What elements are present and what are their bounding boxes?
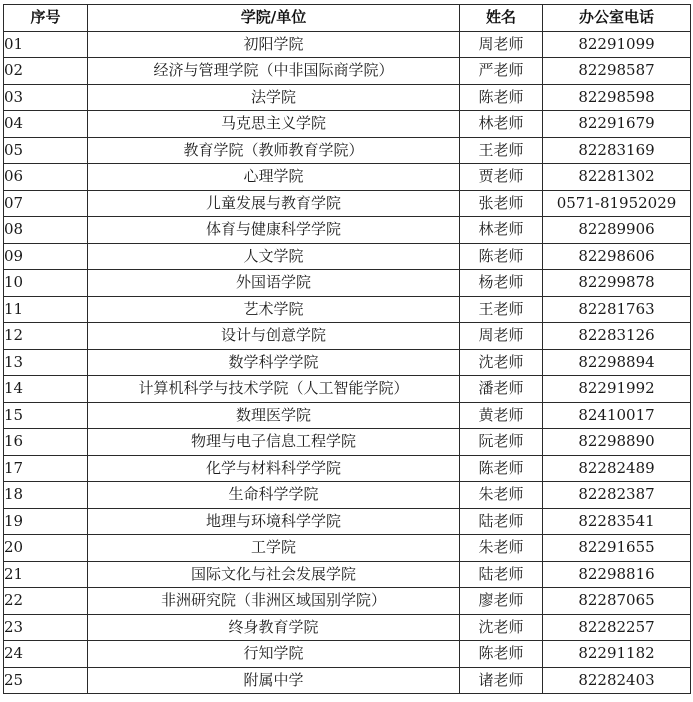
cell-name: 朱老师 xyxy=(460,482,543,509)
cell-phone: 82410017 xyxy=(543,402,691,429)
cell-unit: 终身教育学院 xyxy=(88,614,460,641)
cell-phone: 82287065 xyxy=(543,588,691,615)
table-row xyxy=(4,217,691,244)
cell-phone: 82298890 xyxy=(543,429,691,456)
cell-name: 陈老师 xyxy=(460,84,543,111)
cell-no: 18 xyxy=(4,482,88,509)
cell-unit: 外国语学院 xyxy=(88,270,460,297)
cell-phone: 82298598 xyxy=(543,84,691,111)
cell-no: 07 xyxy=(4,190,88,217)
cell-unit: 计算机科学与技术学院（人工智能学院） xyxy=(88,376,460,403)
cell-no: 04 xyxy=(4,111,88,138)
cell-no: 25 xyxy=(4,667,88,694)
cell-unit: 地理与环境科学学院 xyxy=(88,508,460,535)
header-no: 序号 xyxy=(4,5,88,32)
cell-no: 15 xyxy=(4,402,88,429)
cell-name: 陈老师 xyxy=(460,455,543,482)
cell-unit: 物理与电子信息工程学院 xyxy=(88,429,460,456)
cell-unit: 法学院 xyxy=(88,84,460,111)
cell-name: 陆老师 xyxy=(460,508,543,535)
cell-phone: 82281302 xyxy=(543,164,691,191)
cell-phone: 82282387 xyxy=(543,482,691,509)
cell-name: 沈老师 xyxy=(460,614,543,641)
cell-phone: 82282489 xyxy=(543,455,691,482)
cell-name: 张老师 xyxy=(460,190,543,217)
table-row xyxy=(4,561,691,588)
cell-no: 23 xyxy=(4,614,88,641)
cell-name: 林老师 xyxy=(460,111,543,138)
table-row xyxy=(4,455,691,482)
table-row xyxy=(4,270,691,297)
cell-name: 陈老师 xyxy=(460,641,543,668)
cell-phone: 82299878 xyxy=(543,270,691,297)
cell-name: 林老师 xyxy=(460,217,543,244)
cell-phone: 82282257 xyxy=(543,614,691,641)
cell-phone: 82282403 xyxy=(543,667,691,694)
table-row xyxy=(4,588,691,615)
cell-unit: 国际文化与社会发展学院 xyxy=(88,561,460,588)
table-row xyxy=(4,508,691,535)
cell-name: 廖老师 xyxy=(460,588,543,615)
table-header xyxy=(4,5,691,32)
cell-phone: 82289906 xyxy=(543,217,691,244)
cell-unit: 心理学院 xyxy=(88,164,460,191)
cell-no: 17 xyxy=(4,455,88,482)
cell-no: 22 xyxy=(4,588,88,615)
table-row xyxy=(4,111,691,138)
table-row xyxy=(4,323,691,350)
table-row xyxy=(4,243,691,270)
cell-name: 王老师 xyxy=(460,137,543,164)
header-row xyxy=(4,5,691,32)
cell-unit: 数学科学学院 xyxy=(88,349,460,376)
table-row xyxy=(4,482,691,509)
cell-phone: 82291992 xyxy=(543,376,691,403)
table-row xyxy=(4,296,691,323)
cell-phone: 82281763 xyxy=(543,296,691,323)
table-row xyxy=(4,429,691,456)
cell-name: 杨老师 xyxy=(460,270,543,297)
cell-name: 严老师 xyxy=(460,58,543,85)
cell-name: 诸老师 xyxy=(460,667,543,694)
cell-phone: 82298894 xyxy=(543,349,691,376)
table-row xyxy=(4,58,691,85)
cell-unit: 设计与创意学院 xyxy=(88,323,460,350)
cell-name: 贾老师 xyxy=(460,164,543,191)
cell-phone: 0571-81952029 xyxy=(543,190,691,217)
cell-unit: 马克思主义学院 xyxy=(88,111,460,138)
cell-unit: 人文学院 xyxy=(88,243,460,270)
cell-phone: 82298816 xyxy=(543,561,691,588)
cell-no: 12 xyxy=(4,323,88,350)
cell-no: 06 xyxy=(4,164,88,191)
cell-unit: 行知学院 xyxy=(88,641,460,668)
table-row xyxy=(4,190,691,217)
header-name: 姓名 xyxy=(460,5,543,32)
cell-no: 16 xyxy=(4,429,88,456)
cell-name: 周老师 xyxy=(460,323,543,350)
cell-unit: 初阳学院 xyxy=(88,31,460,58)
cell-name: 沈老师 xyxy=(460,349,543,376)
cell-name: 周老师 xyxy=(460,31,543,58)
cell-no: 20 xyxy=(4,535,88,562)
cell-name: 陈老师 xyxy=(460,243,543,270)
cell-no: 02 xyxy=(4,58,88,85)
cell-phone: 82291099 xyxy=(543,31,691,58)
cell-phone: 82298587 xyxy=(543,58,691,85)
cell-phone: 82283126 xyxy=(543,323,691,350)
cell-unit: 数理医学院 xyxy=(88,402,460,429)
table-row xyxy=(4,31,691,58)
cell-name: 潘老师 xyxy=(460,376,543,403)
table-row xyxy=(4,535,691,562)
cell-no: 14 xyxy=(4,376,88,403)
table-row xyxy=(4,349,691,376)
cell-unit: 生命科学学院 xyxy=(88,482,460,509)
cell-name: 陆老师 xyxy=(460,561,543,588)
cell-name: 朱老师 xyxy=(460,535,543,562)
cell-no: 10 xyxy=(4,270,88,297)
cell-unit: 儿童发展与教育学院 xyxy=(88,190,460,217)
cell-phone: 82291182 xyxy=(543,641,691,668)
table-row xyxy=(4,641,691,668)
table-row xyxy=(4,137,691,164)
cell-no: 19 xyxy=(4,508,88,535)
table-row xyxy=(4,84,691,111)
table-body xyxy=(4,31,691,694)
contact-table xyxy=(3,4,691,694)
cell-phone: 82291679 xyxy=(543,111,691,138)
cell-name: 黄老师 xyxy=(460,402,543,429)
table-row xyxy=(4,667,691,694)
table-row xyxy=(4,402,691,429)
cell-unit: 经济与管理学院（中非国际商学院） xyxy=(88,58,460,85)
cell-no: 24 xyxy=(4,641,88,668)
header-phone: 办公室电话 xyxy=(543,5,691,32)
cell-unit: 艺术学院 xyxy=(88,296,460,323)
cell-no: 08 xyxy=(4,217,88,244)
cell-name: 王老师 xyxy=(460,296,543,323)
table-row xyxy=(4,164,691,191)
cell-no: 11 xyxy=(4,296,88,323)
cell-no: 01 xyxy=(4,31,88,58)
cell-no: 03 xyxy=(4,84,88,111)
table-row xyxy=(4,614,691,641)
cell-phone: 82298606 xyxy=(543,243,691,270)
cell-unit: 附属中学 xyxy=(88,667,460,694)
cell-unit: 非洲研究院（非洲区域国别学院） xyxy=(88,588,460,615)
header-unit: 学院/单位 xyxy=(88,5,460,32)
cell-phone: 82283541 xyxy=(543,508,691,535)
cell-unit: 体育与健康科学学院 xyxy=(88,217,460,244)
cell-name: 阮老师 xyxy=(460,429,543,456)
cell-no: 09 xyxy=(4,243,88,270)
cell-unit: 工学院 xyxy=(88,535,460,562)
cell-no: 05 xyxy=(4,137,88,164)
cell-unit: 教育学院（教师教育学院） xyxy=(88,137,460,164)
cell-no: 13 xyxy=(4,349,88,376)
cell-unit: 化学与材料科学学院 xyxy=(88,455,460,482)
cell-phone: 82291655 xyxy=(543,535,691,562)
cell-phone: 82283169 xyxy=(543,137,691,164)
cell-no: 21 xyxy=(4,561,88,588)
table-row xyxy=(4,376,691,403)
